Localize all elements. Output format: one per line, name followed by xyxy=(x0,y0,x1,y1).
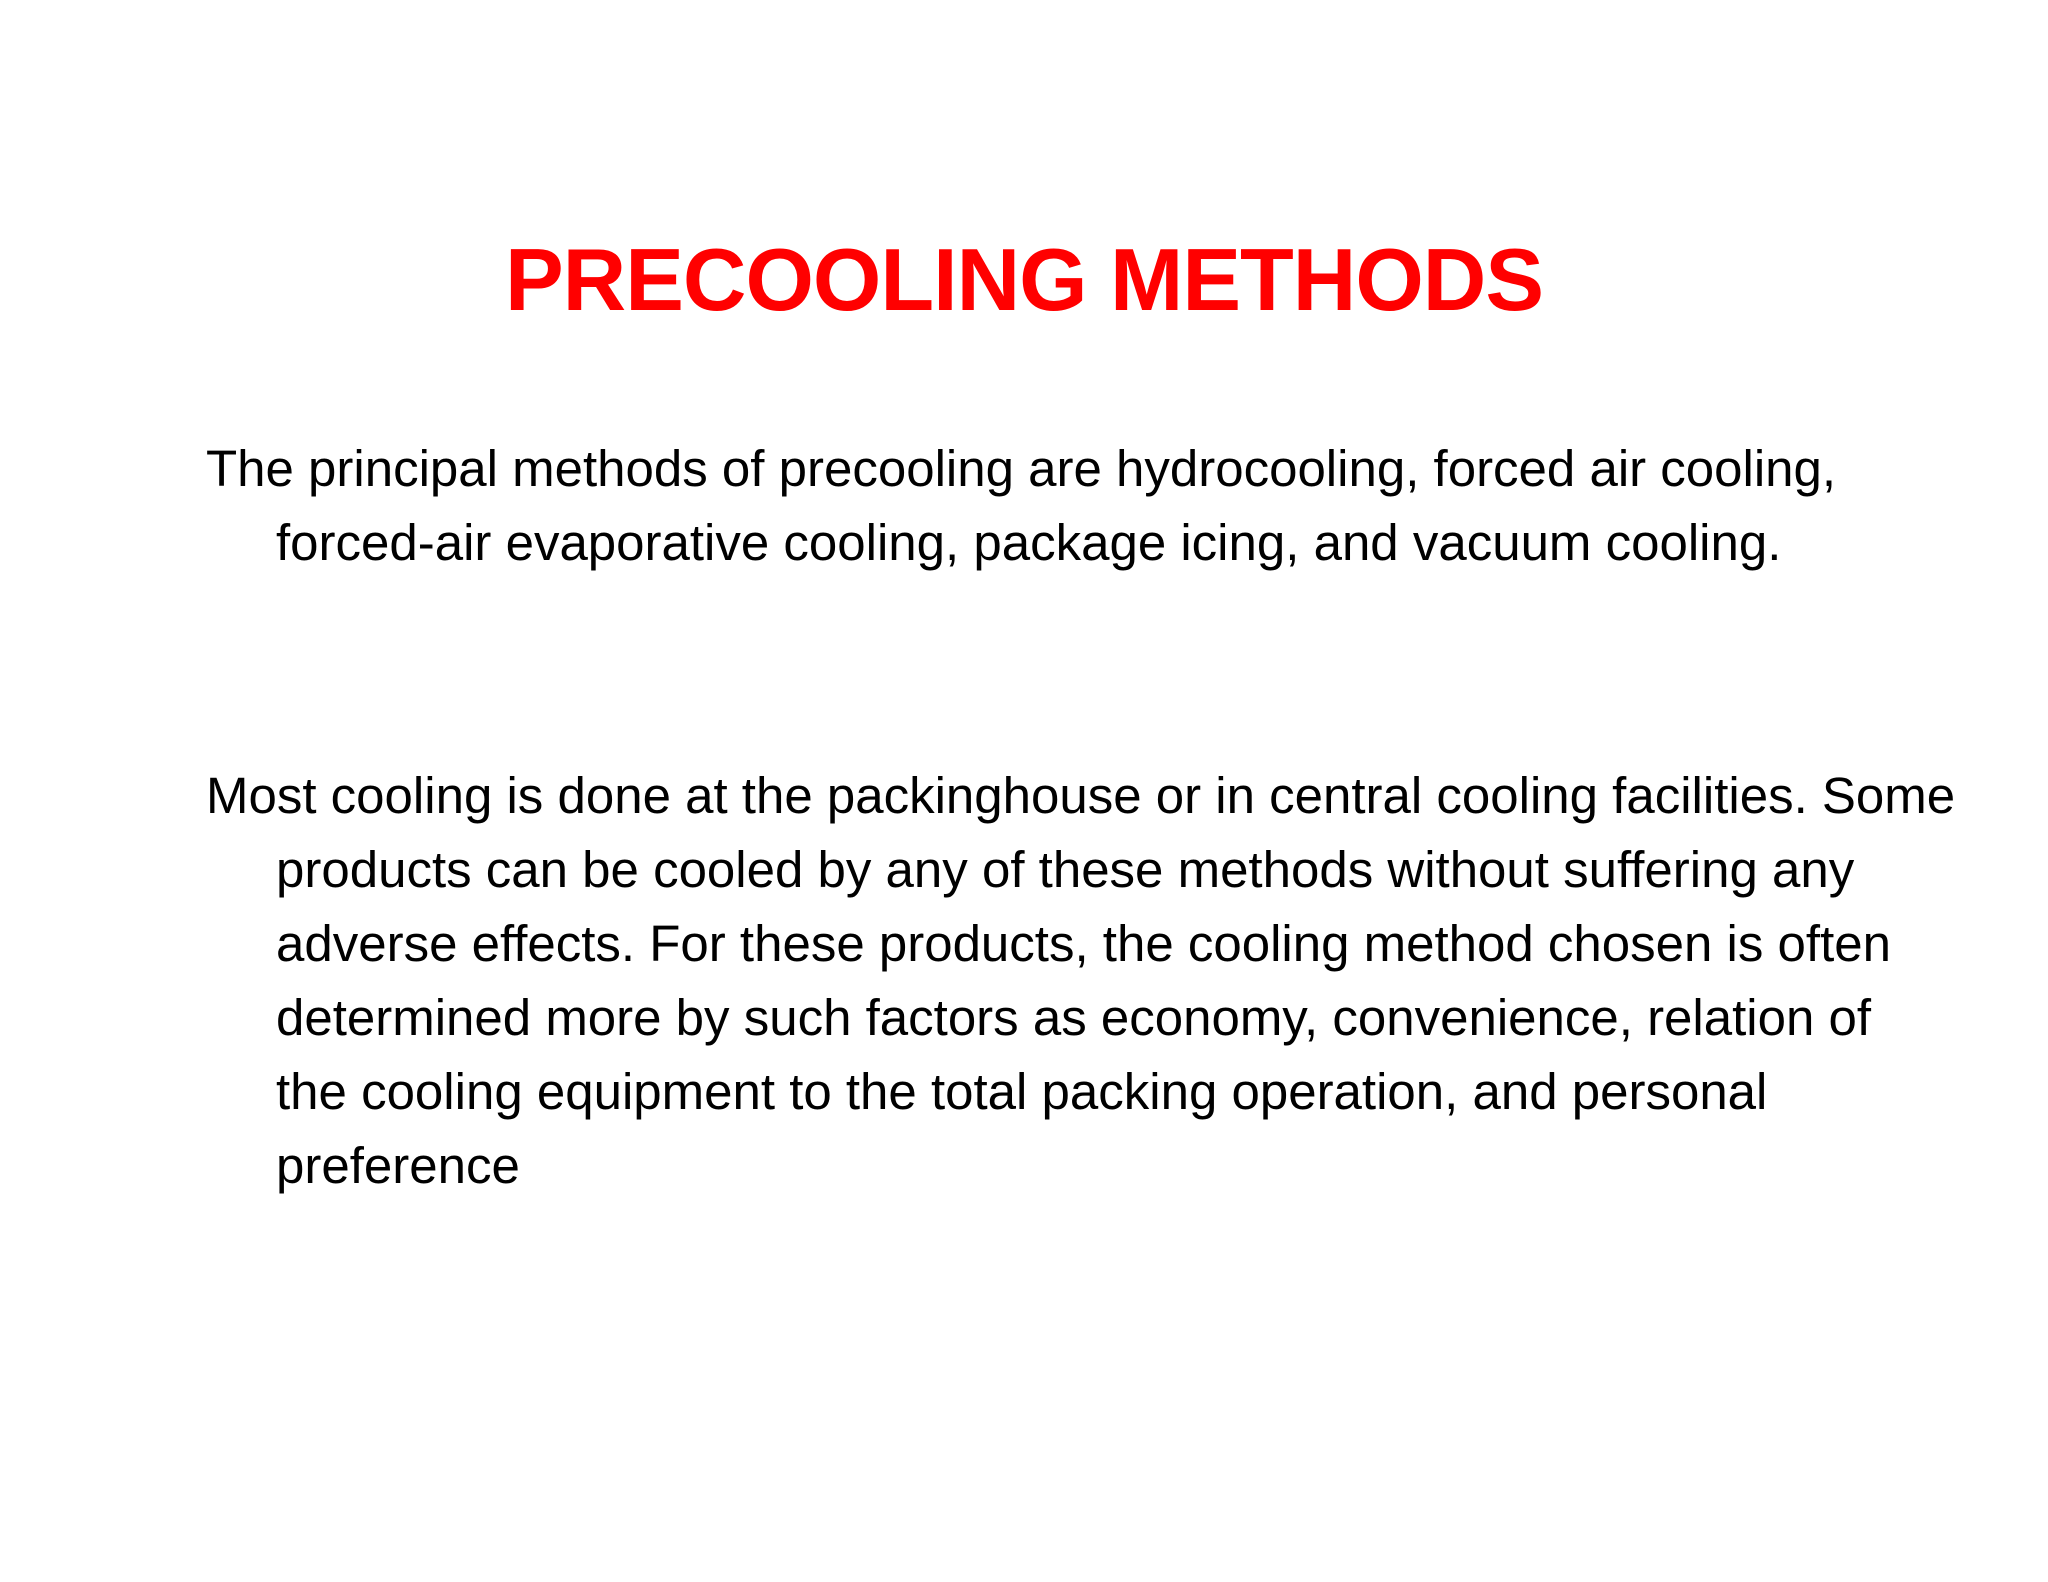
paragraph-precooling-methods: The principal methods of precooling are hydrocooling, forced air cooling, forced-air evaporative cooling, package icing, and vacuum cooling. xyxy=(206,440,1837,571)
paragraph-cooling-location: Most cooling is done at the packinghouse or in central cooling facilities. Some products can be cooled by any of these methods without suffering any adverse effects. For these products, the cooling method chosen is often determined more by such factors as economy, convenience, relation of the cooling equipment to the total packing operation, and personal preference xyxy=(206,767,1956,1194)
slide-title: PRECOOLING METHODS xyxy=(504,230,1544,329)
